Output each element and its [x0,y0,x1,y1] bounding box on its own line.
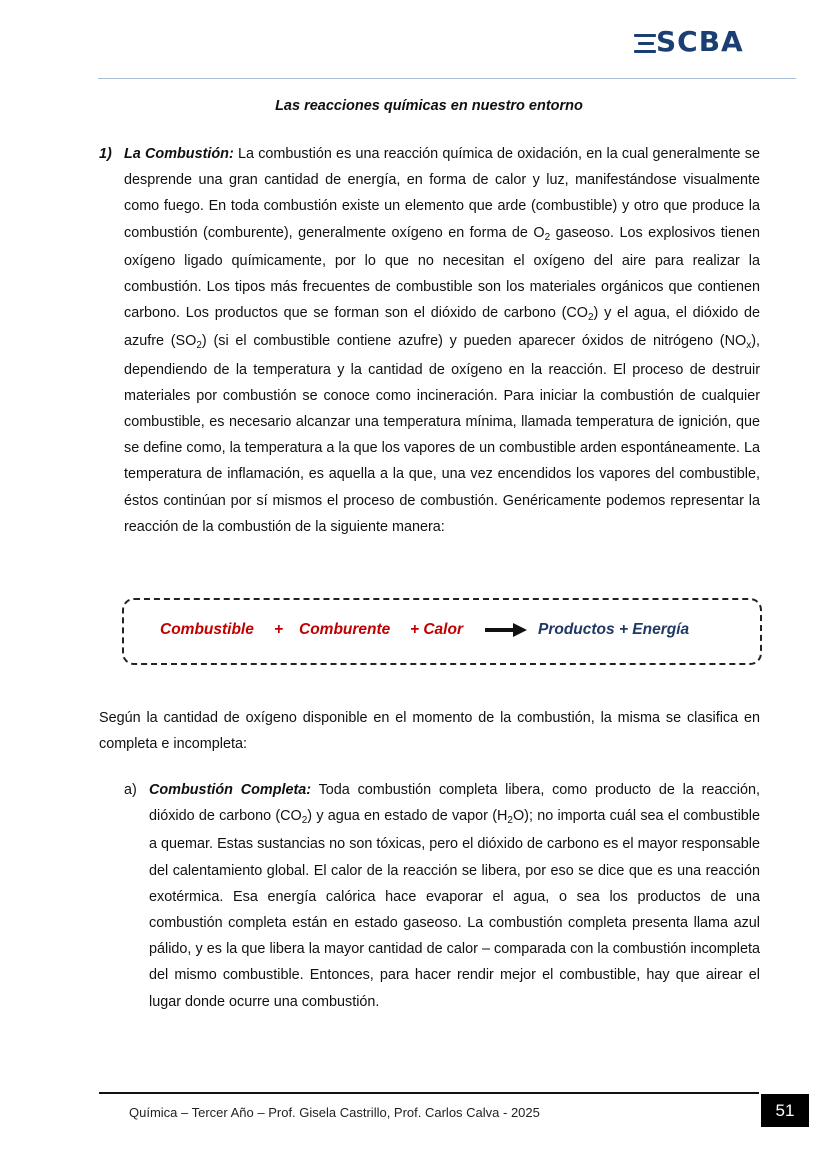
paragraph-text: gaseoso. Los explosivos tienen oxígeno ligado químicamente, por lo que no necesitan el oxígeno del aire para realizar la combustión. Los tipos más frecuentes de combustible son los materiales orgánicos que contienen carbono. Los productos que se forman son el dióxido de carbono (CO [124,224,761,322]
subscript: x [746,340,752,352]
equation-calor: + Calor [410,621,463,638]
paragraph-text: ) y agua en estado de vapor (H [307,808,508,825]
subscript: 2 [544,231,551,243]
subscript: 2 [196,340,202,352]
paragraph-text: Toda combustión completa libera, como producto de la reacción, dióxido de carbono (CO [149,782,760,825]
item-a-paragraph [149,777,760,1015]
item-a-term: Combustión Completa: [149,782,312,798]
classification-paragraph: Según la cantidad de oxígeno disponible en el momento de la combustión, la misma se clasifica en completa e incompleta: [99,710,760,753]
equation-box [122,598,762,665]
page-title: Las reacciones químicas en nuestro entorno [275,98,583,114]
equation-plus: + [274,621,284,638]
page-number: 51 [761,1094,809,1127]
section-1-term: La Combustión: [124,146,234,162]
paragraph-text: ) y el agua, el dióxido de azufre (SO [124,305,760,350]
logo-text: SCBA [656,25,744,58]
equation-combustible: Combustible [160,621,254,638]
paragraph-text: ), dependiendo de la temperatura y la cantidad de oxígeno en la reacción. El proceso de destruir materiales por combustión se conoce como incineración. Para iniciar la combustión de cualquier combustible, es necesario alcanzar una temperatura mínima, llamada temperatura de ignición, que se define como, la temperatura a la que los vapores de un combustible arden espontáneamente. La temperatura de inflamación, es aquella a la que, una vez encendidos los vapores del combustible, éstos continúan por sí mismos el proceso de combustión. Genéricamente podemos representar la reacción de la combustión de la siguiente manera: [124,333,760,535]
section-1-paragraph [124,141,760,540]
footer-text: Química – Tercer Año – Prof. Gisela Castrillo, Prof. Carlos Calva - 2025 [129,1105,540,1120]
equation-products: Productos + Energía [538,621,690,638]
scba-logo [634,25,794,58]
paragraph-text: O); no importa cuál sea el combustible a quemar. Estas sustancias no son tóxicas, pero el dióxido de carbono es el mayor responsable del calentamiento global. El calor de la reacción se libera, por eso se dice que es una reacción exotérmica. Esa energía calórica hace evaporar el agua, o sea los productos de una combustión completa están en estado gaseoso. La combustión completa presenta llama azul pálido, y es la que libera la mayor cantidad de calor – comparada con la combustión incompleta del mismo combustible. Entonces, para hacer rendir mejor el combustible, hay que airear el lugar donde ocurre una combustión. [149,808,760,1010]
equation-comburente: Comburente [299,621,391,638]
right-arrow-icon [485,622,527,638]
section-1-number: 1) [99,146,112,162]
paragraph-text: La combustión es una reacción química de oxidación, en la cual generalmente se desprende una gran cantidad de energía, en forma de calor y luz, manifestándose visualmente como fuego. En toda combustión existe un elemento que arde (combustible) y otro que produce la combustión (comburente), generalmente oxígeno en forma de O [124,146,760,241]
footer-divider [99,1092,759,1094]
header-divider [98,78,796,79]
subscript: 2 [507,815,513,827]
item-a-marker: a) [124,782,137,798]
paragraph-text: ) (si el combustible contiene azufre) y pueden aparecer óxidos de nitrógeno (NO [201,333,747,350]
subscript: 2 [301,815,308,827]
subscript: 2 [587,312,594,324]
logo-stripes-icon [634,34,656,54]
